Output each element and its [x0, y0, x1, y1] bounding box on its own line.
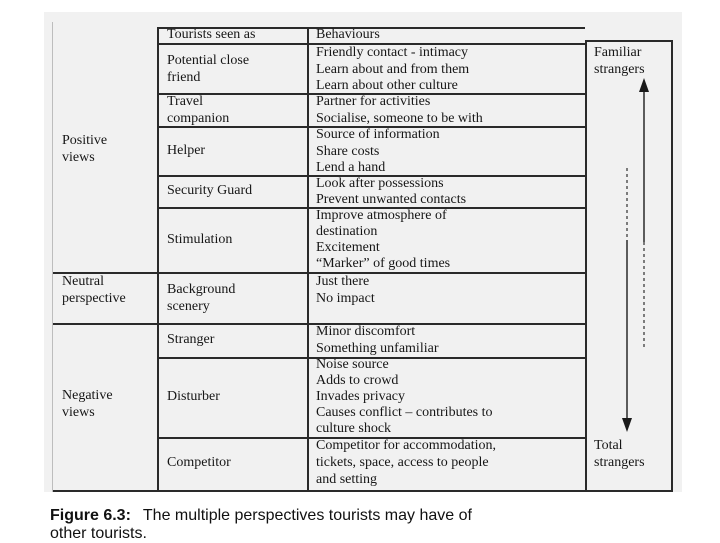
figure-caption: [50, 507, 472, 543]
behaviour-line: Partner for activities: [316, 94, 431, 109]
role-label: Competitor: [167, 455, 231, 470]
role-label: Helper: [167, 143, 206, 158]
behaviour-line: Causes conflict – contributes to: [316, 405, 493, 420]
behaviour-line: Socialise, someone to be with: [316, 110, 483, 126]
behaviour-line: Minor discomfort: [316, 324, 416, 339]
role-label: companion: [167, 110, 230, 126]
behaviour-line: Improve atmosphere of: [316, 208, 447, 223]
role-label: Potential close: [167, 53, 250, 68]
role-label: Security Guard: [167, 183, 253, 198]
behaviour-line: Competitor for accommodation,: [316, 438, 497, 453]
role-label: Stimulation: [167, 232, 233, 247]
behaviour-line: Noise source: [316, 357, 389, 372]
behaviour-line: Just there: [316, 274, 370, 289]
behaviour-line: Adds to crowd: [316, 373, 399, 388]
behaviour-line: Look after possessions: [316, 176, 444, 191]
behaviour-line: “Marker” of good times: [316, 256, 451, 271]
column-header-tourists-seen-as: Tourists seen as: [167, 27, 256, 42]
column-header-behaviours: Behaviours: [316, 27, 380, 42]
role-label: Stranger: [167, 332, 215, 347]
behaviour-line: Prevent unwanted contacts: [316, 192, 467, 207]
role-label: Travel: [167, 94, 204, 109]
caption-text: The multiple perspectives tourists may have of: [142, 507, 472, 524]
behaviour-line: destination: [316, 224, 378, 239]
behaviour-line: culture shock: [316, 421, 392, 436]
behaviour-line: No impact: [316, 290, 375, 306]
behaviour-line: Learn about and from them: [316, 61, 470, 77]
behaviour-line: Something unfamiliar: [316, 340, 439, 356]
behaviour-line: Invades privacy: [316, 389, 406, 404]
caption-text: other tourists.: [50, 525, 147, 542]
role-label: scenery: [167, 298, 210, 314]
scale-arrow-icon: [600, 60, 660, 440]
page-edge-rule: [52, 22, 53, 492]
role-label: Background: [167, 282, 236, 297]
figure-number: Figure 6.3:: [50, 507, 131, 524]
behaviour-line: Lend a hand: [316, 160, 386, 175]
behaviour-line: Friendly contact - intimacy: [316, 45, 469, 60]
role-label: Disturber: [167, 389, 220, 404]
role-label: friend: [167, 69, 201, 85]
behaviour-line: tickets, space, access to people: [316, 455, 489, 470]
behaviour-line: and setting: [316, 472, 378, 487]
behaviour-line: Share costs: [316, 143, 380, 159]
behaviour-line: Learn about other culture: [316, 78, 458, 93]
behaviour-line: Excitement: [316, 240, 380, 255]
behaviour-line: Source of information: [316, 127, 440, 142]
